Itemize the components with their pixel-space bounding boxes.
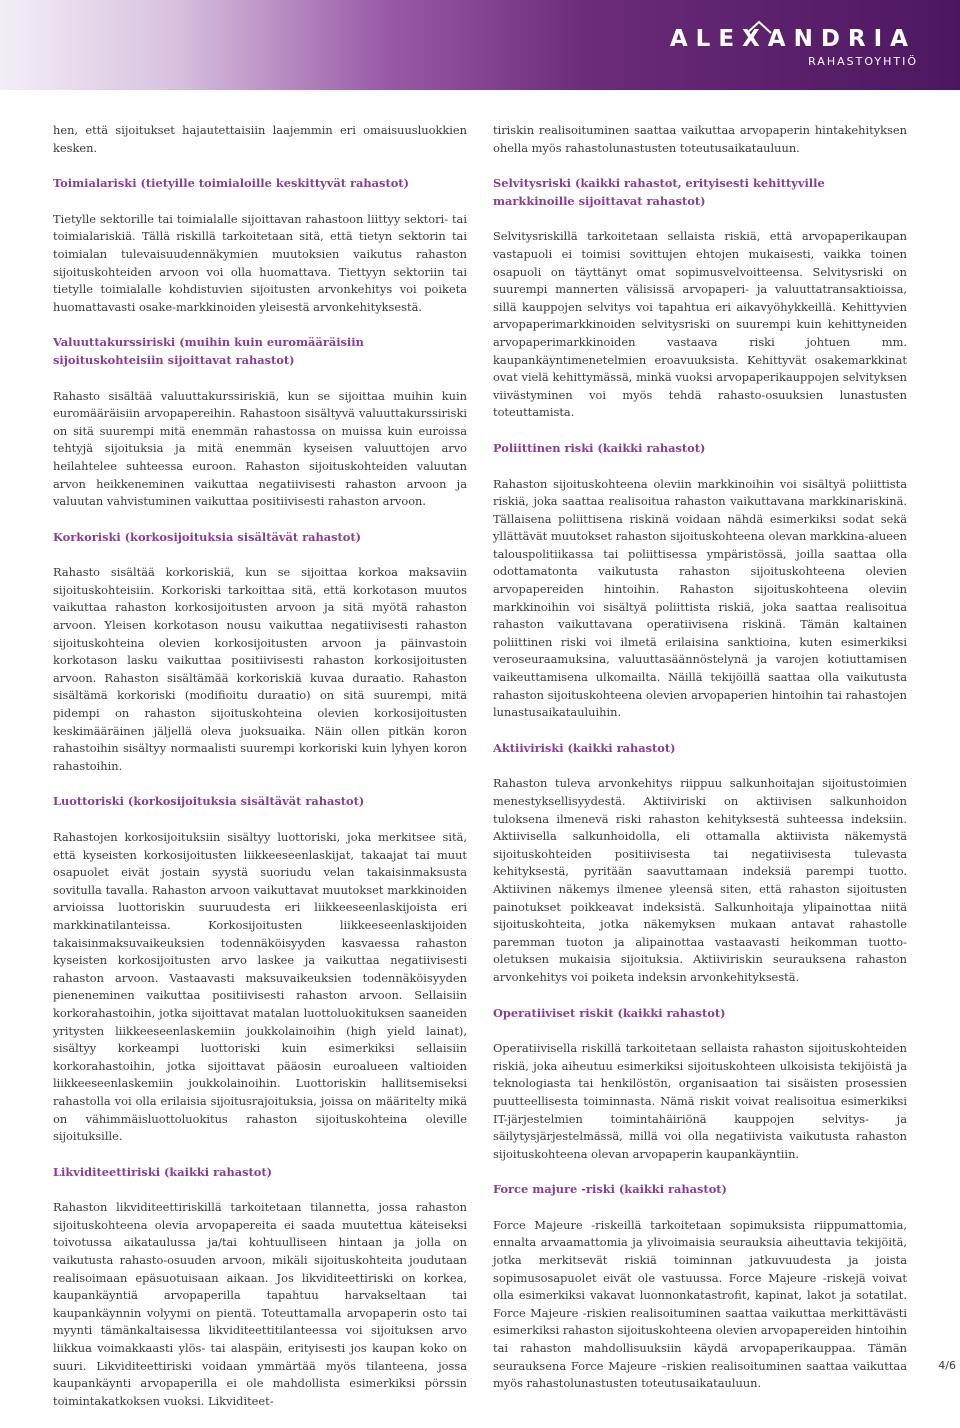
section-heading: Aktiiviriski (kaikki rahastot) (493, 740, 676, 755)
section-body: Rahaston sijoituskohteena oleviin markkinoihin voi sisältyä poliittista riskiä, joka saattaa realisoitua rahaston vaikuttavana markkinariskinä. Tällaisena poliittisena riskinä voidaan nähdä esimerkiksi sodat sekä yllättävät muutokset rahaston sijoituskohteena olevan markkina-alueen talouspolitiikassa tai poliittisessa ympäristössä, joilla saattaa olla odottamatonta vaikutusta rahaston sijoituskohteena olevien arvopapereiden hintoihin. Rahaston sijoituskohteena oleviin markkinoihin voi sisältyä poliittista riskiä, joka saattaa realisoitua rahaston vaikuttavana operatiivisena riskinä. Tämän kaltainen poliittinen riski voi ilmetä erilaisina sanktioina, kuten esimerkiksi veroseuraamuksina, valuuttasäännöstelynä ja varojen kotiuttamisen vaikeuttamisena ulkomailta. Näillä tekijöillä saattaa olla vaikutusta rahaston sijoituskohteena olevien arvopaperien hintoihin tai rahastojen lunastusaikatauluihin. (493, 476, 907, 720)
intro-paragraph: tiriskin realisoituminen saattaa vaikuttaa arvopaperin hintakehityksen ohella myös rahastolunastusten toteutusaikatauluun. (493, 123, 907, 155)
intro-paragraph: hen, että sijoitukset hajautettaisiin laajemmin eri omaisuusluokkien kesken. (53, 123, 467, 155)
section-heading: Likviditeettiriski (kaikki rahastot) (53, 1164, 273, 1179)
section-heading: Toimialariski (tietyille toimialoille keskittyvät rahastot) (53, 176, 409, 191)
brand-subtitle: RAHASTOYHTIÖ (808, 55, 918, 68)
section-body: Operatiivisella riskillä tarkoitetaan sellaista rahaston sijoituskohteiden riskiä, joka aiheutuu esimerkiksi sijoituskohteen ulkoisista tekijöistä ja teknologiasta tai henkilöstön, organisaation tai sisäisten prosessien puutteellisesta toiminnasta. Nämä riskit voivat realisoitua esimerkiksi IT-järjestelmien toimintahäiriönä kauppojen selvitys- ja säilytysjärjestelmässä, millä voi olla negatiivista vaikutusta rahaston sijoituskohteena olevan arvopaperin kaupankäyntiin. (493, 1041, 907, 1161)
section-heading: Selvitysriski (kaikki rahastot, erityisesti kehittyville markkinoille sijoittavat rahastot) (493, 176, 825, 208)
section-heading: Korkoriski (korkosijoituksia sisältävät rahastot) (53, 529, 362, 544)
section-heading: Valuuttakurssiriski (muihin kuin euromääräisiin sijoituskohteisiin sijoittavat rahastot) (53, 335, 364, 367)
section-body: Force Majeure -riskeillä tarkoitetaan sopimuksista riippumattomia, ennalta arvaamattomia ja ylivoimaisia seurauksia aiheuttavia tekijöitä, jotka merkitsevät riskiä toiminnan jatkuvuudesta ja joista sopimusosapuolet eivät ole vastuussa. Force Majeure -riskejä voivat olla esimerkiksi vakavat luonnonkatastrofit, kapinat, lakot ja sotatilat. Force Majeure -riskien realisoituminen saattaa vaikuttaa merkittävästi esimerkiksi rahaston sijoituskohteena olevien arvopapereiden hintoihin tai rahaston mahdollisuuksiin käydä arvopaperikauppaa. Tämän seurauksena Force Majeure –riskien realisoituminen saattaa vaikuttaa myös rahastolunastusten toteutusaikatauluun. (493, 1217, 907, 1391)
section-heading: Luottoriski (korkosijoituksia sisältävät rahastot) (53, 794, 365, 809)
section-heading: Force majure -riski (kaikki rahastot) (493, 1182, 727, 1197)
section-body: Tietylle sektorille tai toimialalle sijoittavan rahastoon liittyy sektori- tai toimialariskiä. Tällä riskillä tarkoitetaan sitä, että tietyn sektorin tai toimialan tulevaisuudennäkymien muutoksien vaikutus rahaston sijoituskohteiden arvoon voi olla huomattava. Tiettyyn sektoriin tai tietylle toimialalle kohdistuvien sijoitusten arvonkehitys voi poiketa huomattavasti osake-markkinoiden yleisestä arvonkehityksestä. (53, 211, 467, 314)
company-logo (670, 26, 916, 68)
logo-mark-icon (746, 20, 772, 34)
section-body: Rahastojen korkosijoituksiin sisältyy luottoriski, joka merkitsee sitä, että kyseisten korkosijoitusten liikkeeseenlaskijat, takaajat tai muut osapuolet eivät jostain syystä suoriudu velan takaisinmaksusta sovitulla tavalla. Rahaston arvoon vaikuttavat muutokset markkinoiden arvioissa luottoriskin suuruudesta eri liikkeeseenlaskijoista eri markkinatilanteissa. Korkosijoitusten liikkeeseenlaskijoiden takaisinmaksuvaikeuksien todennäköisyyden kasvaessa rahaston kyseisten korkosijoitusten arvo laskee ja vaikuttaa negatiivisesti rahaston arvoon. Vastaavasti maksuvaikeuksien todennäköisyyden pieneneminen vaikuttaa positiivisesti rahaston arvoon. Sellaisiin korkorahastoihin, jotka sijoittavat matalan luottoluokituksen saaneiden yritysten liikkeeseenlaskemiin joukkolainoihin (high yield lainat), sisältyy korkeampi luottoriski kuin esimerkiksi sellaisiin korkorahastoihin, jotka sijoittavat pääosin euroalueen valtioiden liikkeeseenlaskemiin joukkolainoihin. Luottoriskin hallitsemiseksi rahastolla voi olla erilaisia sijoitusrajoituksia, joissa on määritelty mikä on vähimmäisluottoluokitus rahaston sijoituskohteina oleville sijoituksille. (53, 830, 467, 1144)
right-column (493, 122, 907, 1411)
page-number: 4/6 (938, 1359, 956, 1372)
section-body: Rahaston likviditeettiriskillä tarkoitetaan tilannetta, jossa rahaston sijoituskohteena olevia arvopapereita ei saada muutettua käteiseksi toivotussa aikataulussa ja/tai kohtuulliseen hintaan ja jolla on vaikutusta rahasto-osuuden arvoon, mikäli sijoituskohteita joudutaan realisoimaan epäsuotuisaan aikaan. Jos likviditeettiriski on korkea, kaupankäyntiä arvopaperilla tapahtuu harvakseltaan tai kaupankäynnin volyymi on pientä. Toteuttamalla arvopaperin osto tai myynti tämänkaltaisessa likviditeettitilanteessa voi sijoituksen arvo liikkua voimakkaasti ylös- tai alaspäin, erityisesti jos kaupan koko on suuri. Likviditeettiriski voidaan ymmärtää myös tilanteena, jossa kaupankäynti arvopaperilla ei ole mahdollista esimerkiksi pörssin toimintakatkoksen vuoksi. Likviditeet- (53, 1200, 467, 1408)
section-body: Rahasto sisältää korkoriskiä, kun se sijoittaa korkoa maksaviin sijoituskohteisiin. Korkoriski tarkoittaa sitä, että korkotason muutos vaikuttaa rahaston korkosijoitusten arvoon ja sitä myötä rahaston arvoon. Yleisen korkotason nousu vaikuttaa negatiivisesti rahaston sijoituskohteina olevien korkosijoitusten arvoon ja päinvastoin korkotason lasku vaikuttaa positiivisesti rahaston korkosijoitusten arvoon. Rahaston sisältämää korkoriskiä kuvaa duraatio. Rahaston sisältämä korkoriski (modifioitu duraatio) on sitä suurempi, mitä pidempi on rahaston sijoituskohteina olevien korkosijoitusten keskimääräinen jäljellä oleva juoksuaika. Näin ollen pitkän koron rahastoihin sisältyy normaalisti suurempi korkoriski kuin lyhyen koron rahastoihin. (53, 565, 467, 773)
header-banner (0, 0, 960, 90)
section-heading: Operatiiviset riskit (kaikki rahastot) (493, 1005, 726, 1020)
section-body: Rahaston tuleva arvonkehitys riippuu salkunhoitajan sijoitustoimien menestyksellisyydestä. Aktiiviriski on aktiivisen salkunhoidon tuloksena ilmenevä riski rahaston kehityksestä suhteessa indeksiin. Aktiivisella salkunhoidolla, eli ottamalla aktiivista näkemystä sijoituskohteiden positiivisesta tai negatiivisesta tulevasta kehityksestä, pyritään saavuttamaan indeksiä parempi tuotto. Aktiivinen näkemys ilmenee yleensä siten, että rahaston sijoitusten painotukset poikkeavat indeksistä. Salkunhoitaja ylipainottaa niitä sijoituskohteita, jotka näkemyksen mukaan antavat rahastolle paremman tuoton ja alipainottaa vastaavasti heikomman tuotto-oletuksen mukaisia sijoituksia. Aktiiviriskin seurauksena rahaston arvonkehitys voi poiketa indeksin arvonkehityksestä. (493, 776, 907, 984)
brand-name: ALEXANDRIA (669, 26, 916, 52)
section-heading: Poliittinen riski (kaikki rahastot) (493, 440, 706, 455)
section-body: Rahasto sisältää valuuttakurssiriskiä, kun se sijoittaa muihin kuin euromääräisiin arvopapereihin. Rahastoon sisältyvä valuuttakurssiriski on sitä suurempi mitä enemmän rahastossa on muissa kuin euroissa tehtyjä sijoituksia ja mitä enemmän kyseisen valuuttojen arvo heilahtelee suhteessa euroon. Rahaston sijoituskohteiden valuutan arvon heikkeneminen vaikuttaa negatiivisesti rahaston arvoon ja valuutan vahvistuminen vaikuttaa positiivisesti rahaston arvoon. (53, 388, 467, 509)
section-body: Selvitysriskillä tarkoitetaan sellaista riskiä, että arvopaperikaupan vastapuoli ei toimisi sovittujen ehtojen mukaisesti, vaikka toinen osapuoli on täyttänyt omat sopimusvelvoitteensa. Selvitysriski on suurempi mannerten välisissä arvopaperi- ja valuuttatransaktioissa, sillä kauppojen selvitys voi tapahtua eri aikavyöhykkeillä. Kehittyvien arvopaperimarkkinoiden selvitysriski on suurempi kuin kehittyneiden arvopaperimarkkinoiden vastaava riski johtuen mm. kaupankäyntimenetelmien eroavuuksista. Kehittyvät osakemarkkinat ovat vielä kehittymässä, minkä vuoksi arvopaperikauppojen selvityksen viivästyminen voi myös tehdä rahasto-osuuksien lunastusten toteuttamista. (493, 229, 907, 420)
left-column (53, 122, 467, 1428)
